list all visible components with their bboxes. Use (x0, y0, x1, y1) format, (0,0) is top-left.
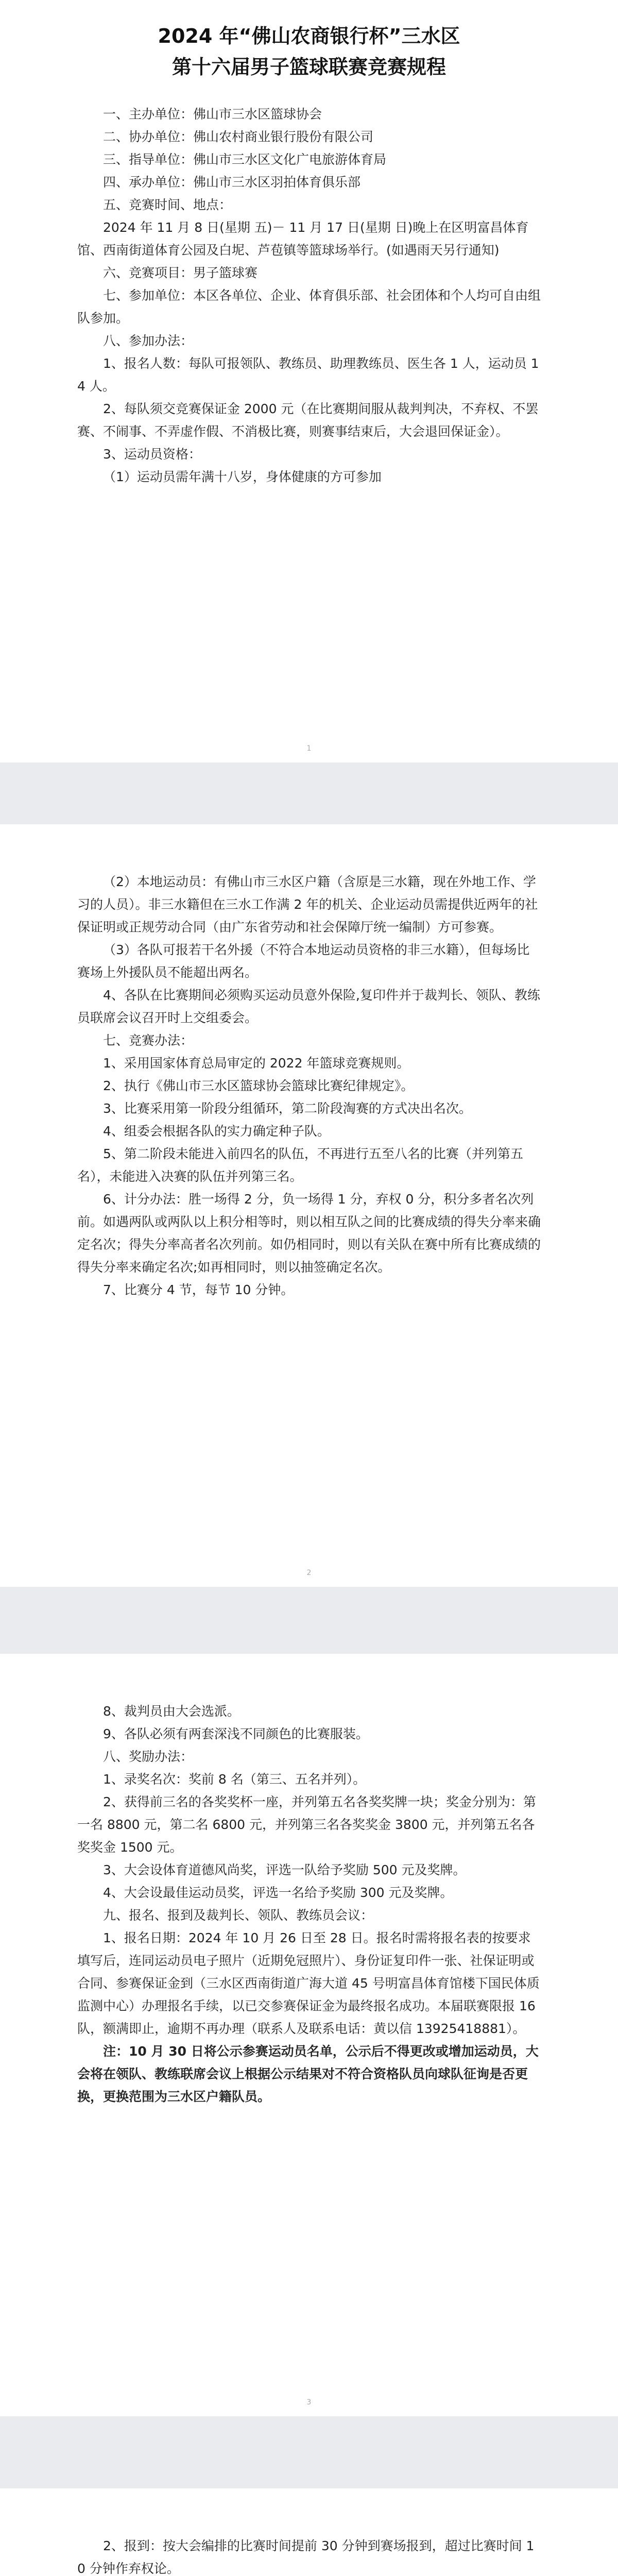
paragraph: 四、承办单位：佛山市三水区羽拍体育俱乐部 (103, 175, 361, 190)
page-2-body (77, 871, 541, 1301)
document-page-3 (0, 1654, 618, 2416)
paragraph: 1、录奖名次：奖前 8 名（第三、五名并列）。 (103, 1772, 366, 1787)
paragraph: （1）运动员需年满十八岁，身体健康的方可参加 (103, 469, 382, 484)
paragraph: （3）各队可报若干名外援（不符合本地运动员资格的非三水籍），但每场比赛场上外援队员不能超出两名。 (77, 942, 530, 980)
page-number: 1 (306, 744, 312, 753)
paragraph: 2、报到：按大会编排的比赛时间提前 30 分钟到赛场报到，超过比赛时间 10 分钟作弃权论。 (77, 2538, 535, 2576)
paragraph: 4、大会设最佳运动员奖，评选一名给予奖励 300 元及奖牌。 (103, 1885, 453, 1900)
paragraph: 八、参加办法： (103, 333, 194, 348)
paragraph: 六、竞赛项目：男子篮球赛 (103, 265, 258, 280)
document-page-4 (0, 2488, 618, 2576)
paragraph: 2、每队须交竞赛保证金 2000 元（在比赛期间服从裁判判决，不弃权、不罢赛、不闹事、不弄虚作假、不消极比赛，则赛事结束后，大会退回保证金）。 (77, 401, 539, 439)
paragraph: 九、报名、报到及裁判长、领队、教练员会议： (103, 1908, 374, 1923)
paragraph: 八、奖励办法： (103, 1749, 194, 1764)
paragraph: 五、竞赛时间、地点： (103, 197, 232, 212)
paragraph: 4、组委会根据各队的实力确定种子队。 (103, 1124, 330, 1139)
paragraph: 3、大会设体育道德风尚奖，评选一队给予奖励 500 元及奖牌。 (103, 1862, 466, 1877)
page-number: 3 (306, 2398, 312, 2406)
paragraph: 七、参加单位：本区各单位、企业、体育俱乐部、社会团体和个人均可自由组队参加。 (77, 288, 541, 326)
title-line-2: 第十六届男子篮球联赛竞赛规程 (171, 56, 446, 78)
paragraph: 1、采用国家体育总局审定的 2022 年篮球竞赛规则。 (103, 1056, 410, 1071)
paragraph: 8、裁判员由大会选派。 (103, 1704, 240, 1719)
paragraph: 1、报名日期：2024 年 10 月 26 日至 28 日。报名时需将报名表的按要求填写后，连同运动员电子照片（近期免冠照片）、身份证复印件一张、社保证明或合同、参赛保证金到（三水区西南街道广海大道 45 号明富昌体育馆楼下国民体质监测中心）办理报名手续，以已交参赛保证金为最终报名成功。本届联赛限报 16 队，额满即止，逾期不再办理（联系人及联系电话：黄以信 13925418881）。 (77, 1930, 540, 2036)
paragraph: 2、执行《佛山市三水区篮球协会篮球比赛纪律规定》。 (103, 1078, 414, 1093)
paragraph: 1、报名人数：每队可报领队、教练员、助理教练员、医生各 1 人，运动员 14 人。 (77, 356, 539, 394)
paragraph: 3、比赛采用第一阶段分组循环，第二阶段淘赛的方式决出名次。 (103, 1101, 472, 1116)
paragraph: 9、各队必须有两套深浅不同颜色的比赛服装。 (103, 1726, 369, 1741)
paragraph: 2、获得前三名的各奖奖杯一座，并列第五名各奖奖牌一块；奖金分别为：第一名 8800 元，第二名 6800 元，并列第三名各奖奖金 3800 元，并列第五名各奖奖金 1500 元。 (77, 1794, 536, 1855)
paragraph: 4、各队在比赛期间必须购买运动员意外保险,复印件并于裁判长、领队、教练员联席会议召开时上交组委会。 (77, 988, 540, 1025)
paragraph: 三、指导单位：佛山市三水区文化广电旅游体育局 (103, 152, 387, 167)
page-number: 2 (306, 1569, 312, 1577)
paragraph: 6、计分办法：胜一场得 2 分，负一场得 1 分，弃权 0 分，积分多者名次列前。如遇两队或两队以上积分相等时，则以相互队之间的比赛成绩的得失分率来确定名次；得失分率高者名次列前。如仍相同时，则以有关队在赛中所有比赛成绩的得失分率来确定名次;如再相同时，则以抽签确定名次。 (77, 1192, 541, 1275)
paragraph: 七、竞赛办法： (103, 1033, 194, 1048)
document-page-2 (0, 824, 618, 1587)
paragraph: 5、第二阶段未能进入前四名的队伍，不再进行五至八名的比赛（并列第五名），未能进入决赛的队伍并列第三名。 (77, 1146, 523, 1184)
paragraph: 3、运动员资格： (103, 447, 201, 462)
page-1-body (77, 103, 541, 488)
paragraph: 2024 年 11 月 8 日(星期 五)－ 11 月 17 日(星期 日)晚上在区明富昌体育馆、西南街道体育公园及白坭、芦苞镇等篮球场举行。(如遇雨天另行通知) (77, 220, 529, 258)
document-page-1 (0, 0, 618, 762)
page-4-body (77, 2535, 541, 2576)
document-title (77, 21, 541, 82)
paragraph: 一、主办单位：佛山市三水区篮球协会 (103, 107, 322, 122)
paragraph: 7、比赛分 4 节，每节 10 分钟。 (103, 1282, 294, 1297)
paragraph: （2）本地运动员：有佛山市三水区户籍（含原是三水籍，现在外地工作、学习的人员）。非三水籍但在三水工作满 2 年的机关、企业运动员需提供近两年的社保证明或正规劳动合同（由广东省劳动和社会保障厅统一编制）方可参赛。 (77, 874, 538, 935)
paragraph: 二、协办单位：佛山农村商业银行股份有限公司 (103, 129, 374, 144)
notice-paragraph: 注：10 月 30 日将公示参赛运动员名单，公示后不得更改或增加运动员，大会将在领队、教练联席会议上根据公示结果对不符合资格队员向球队征询是否更换，更换范围为三水区户籍队员。 (77, 2044, 539, 2104)
title-line-1: 2024 年“佛山农商银行杯”三水区 (158, 25, 460, 47)
page-3-body (77, 1700, 541, 2108)
